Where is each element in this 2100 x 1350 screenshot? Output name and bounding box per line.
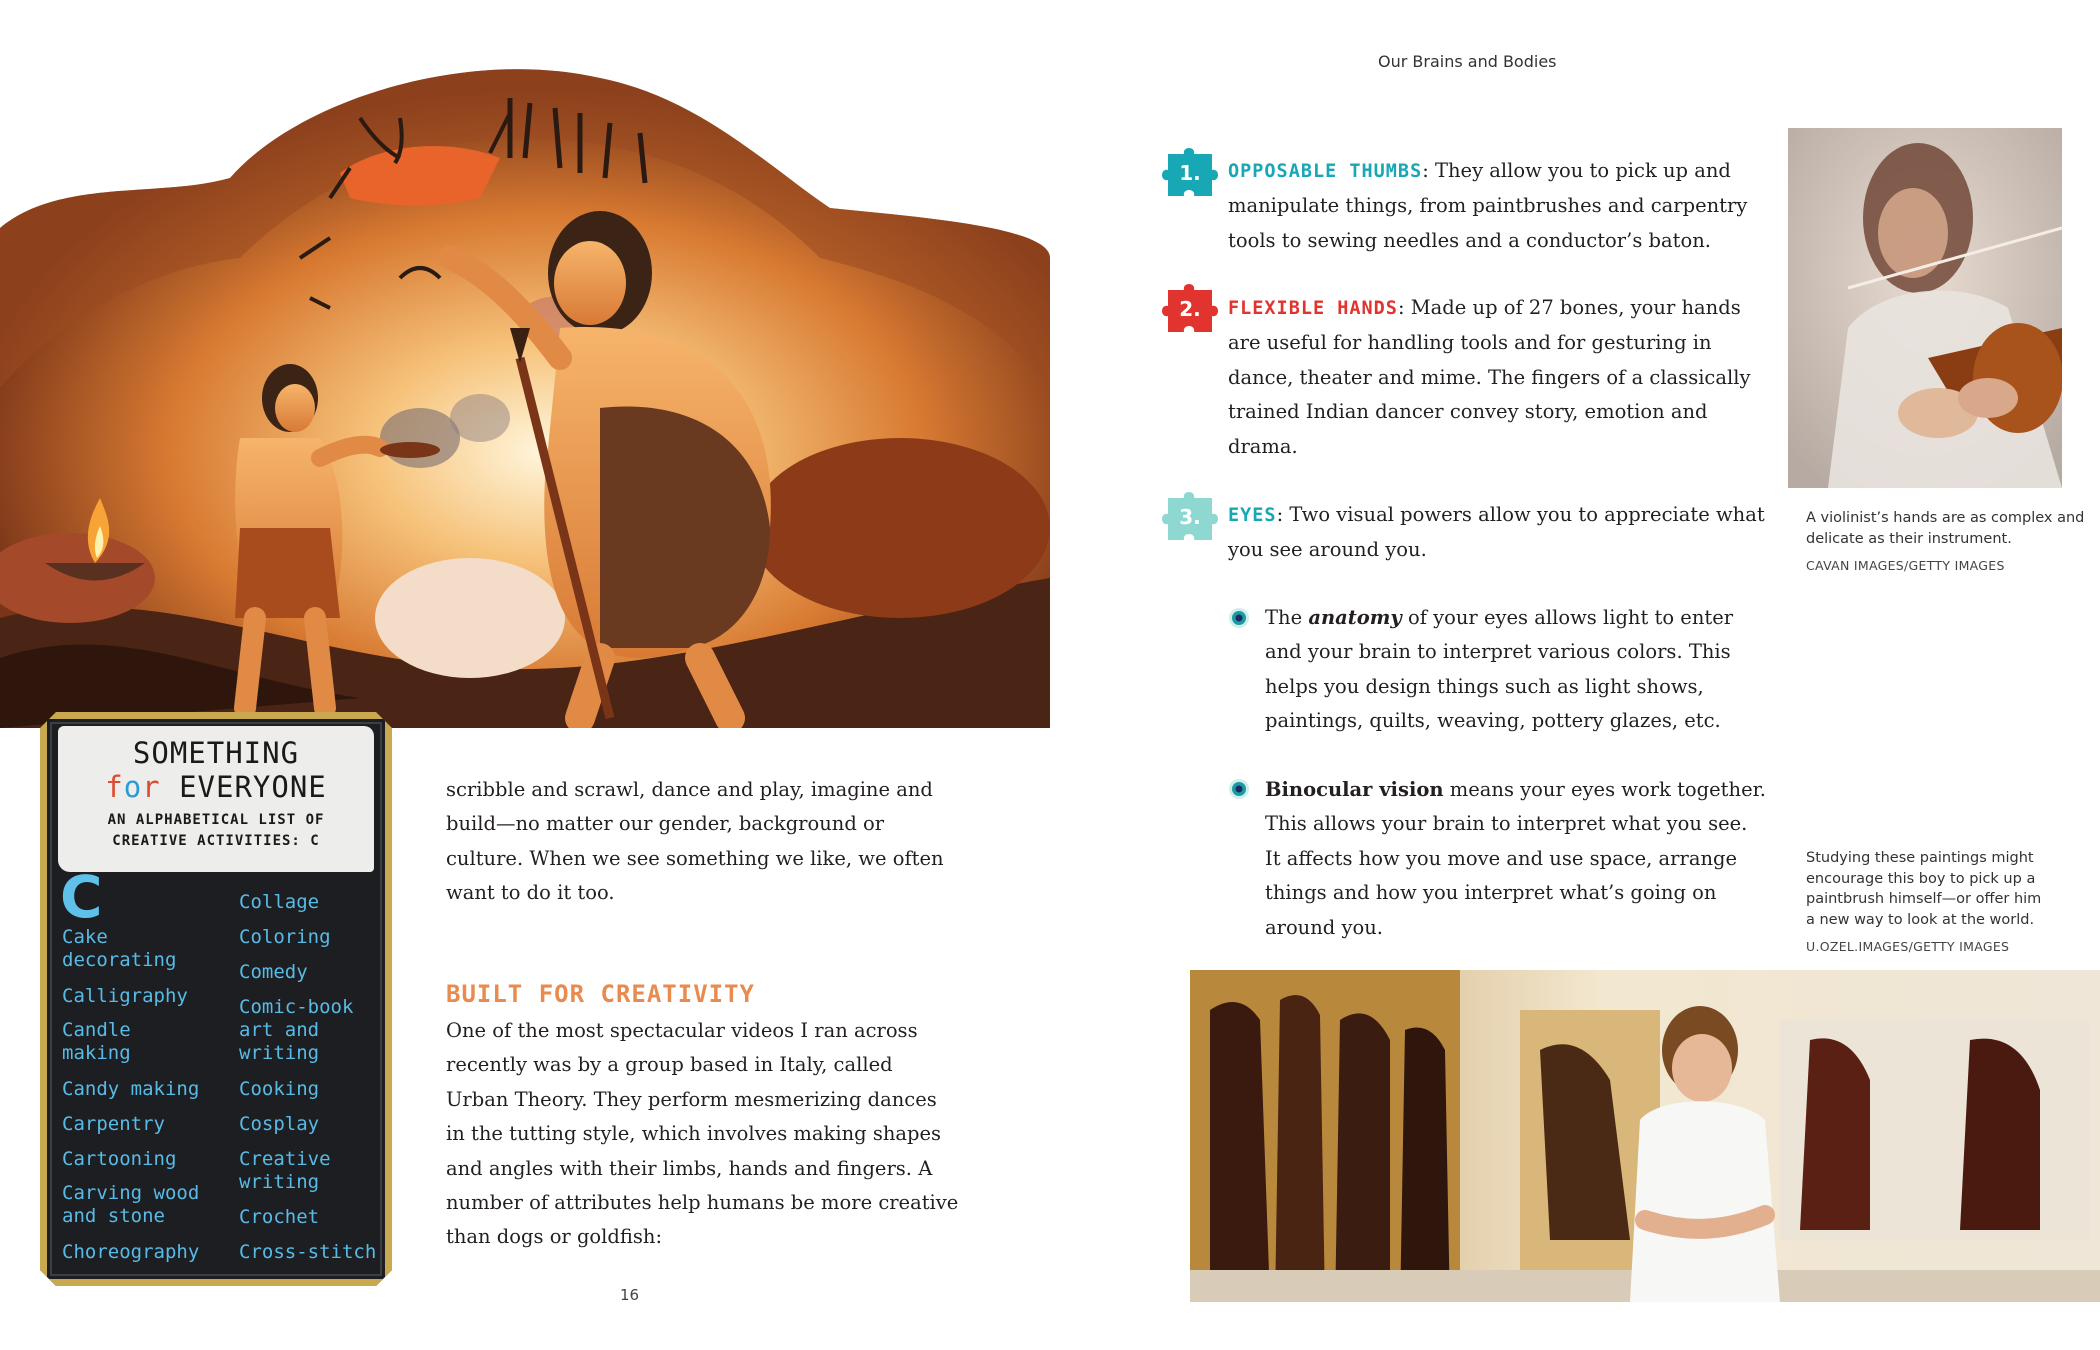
sidebar-title-card	[58, 726, 374, 872]
activity-item: Cooking	[239, 1078, 320, 1100]
text-line: It affects how you move and use space, arrange	[1265, 846, 1738, 870]
text-line: around you.	[1265, 915, 1383, 939]
activity-item: Comic-book	[239, 996, 354, 1018]
list-item-opposable-thumbs	[1228, 154, 1747, 258]
caption-line: A violinist’s hands are as complex and	[1806, 510, 2085, 526]
text-line: things and how you interpret what’s going on	[1265, 881, 1717, 905]
text-line: than dogs or goldfish:	[446, 1225, 663, 1249]
activity-item: Collage	[239, 891, 320, 913]
activity-item: Creative	[239, 1148, 331, 1170]
activity-item: Cross-stitch	[239, 1241, 377, 1263]
text-line: you see around you.	[1228, 538, 1427, 562]
gallery-photo	[1190, 970, 2100, 1302]
activity-item: and stone	[62, 1205, 165, 1227]
activity-item: Crochet	[239, 1206, 320, 1228]
caption-line: delicate as their instrument.	[1806, 530, 2012, 547]
sidebar-title-everyone: EVERYONE	[160, 770, 327, 804]
activity-item: Cosplay	[239, 1113, 320, 1135]
text-line: scribble and scrawl, dance and play, imagine and	[446, 778, 933, 801]
text-line: dance, theater and mime. The fingers of a classically	[1228, 365, 1751, 389]
violin-credit: CAVAN IMAGES/GETTY IMAGES	[1806, 558, 2005, 573]
body-paragraph	[446, 1014, 958, 1255]
text-line: paintings, quilts, weaving, pottery glazes, etc.	[1265, 709, 1721, 733]
sidebar-letter: C	[60, 863, 103, 931]
text-line: One of the most spectacular videos I ran across	[446, 1019, 918, 1042]
emphasis-anatomy: anatomy	[1308, 606, 1402, 629]
violinist-photo	[1788, 128, 2062, 488]
text-line: : They allow you to pick up and	[1422, 159, 1731, 182]
puzzle-number: 2.	[1179, 297, 1201, 321]
puzzle-piece-icon	[1160, 140, 1222, 202]
bullet-binocular-vision	[1265, 773, 1766, 945]
text-line: means your eyes work together.	[1443, 778, 1766, 801]
text-line: Urban Theory. They perform mesmerizing dances	[446, 1087, 937, 1111]
activity-item: art and	[239, 1019, 320, 1041]
text-line: are useful for handling tools and for gesturing in	[1228, 331, 1712, 355]
text-line: in the tutting style, which involves making shapes	[446, 1122, 942, 1146]
text-line: manipulate things, from paintbrushes and carpentry	[1228, 194, 1748, 218]
running-head: Our Brains and Bodies	[1378, 52, 1557, 71]
activity-item: Comedy	[239, 961, 308, 983]
activity-item: Candle	[62, 1019, 131, 1041]
text-line: recently was by a group based in Italy, called	[446, 1053, 893, 1077]
gallery-credit: U.OZEL.IMAGES/GETTY IMAGES	[1806, 939, 2010, 954]
caption-line: paintbrush himself—or offer him	[1806, 891, 2042, 907]
activity-item: writing	[239, 1171, 320, 1193]
puzzle-number: 1.	[1179, 161, 1201, 185]
text-line: build—no matter our gender, background or	[446, 812, 885, 836]
text-line: tools to sewing needles and a conductor’s baton.	[1228, 228, 1711, 252]
activity-item: writing	[239, 1042, 320, 1064]
cave-painting-illustration	[0, 58, 1050, 728]
activity-item: Cake	[62, 926, 108, 948]
sidebar-title-for-o: o	[123, 770, 143, 804]
item-label: FLEXIBLE HANDS	[1228, 298, 1398, 319]
activity-item: Carving wood	[62, 1182, 200, 1204]
puzzle-piece-icon	[1160, 484, 1222, 546]
sidebar-subtitle-line2: CREATIVE ACTIVITIES: C	[112, 833, 320, 849]
caption-line: a new way to look at the world.	[1806, 911, 2035, 928]
eye-bullet-icon	[1228, 607, 1250, 629]
violin-caption	[1806, 508, 2084, 549]
text-line: trained Indian dancer convey story, emotion and	[1228, 400, 1708, 424]
activity-item: Calligraphy	[62, 985, 188, 1007]
activity-item: Choreography	[62, 1241, 200, 1263]
bullet-anatomy	[1265, 601, 1733, 739]
item-label: EYES	[1228, 505, 1277, 526]
text-line: want to do it too.	[446, 881, 615, 905]
sidebar-title-line1: SOMETHING	[132, 736, 300, 770]
list-item-flexible-hands	[1228, 291, 1750, 464]
intro-paragraph	[446, 773, 944, 911]
item-label: OPPOSABLE THUMBS	[1228, 161, 1423, 182]
gallery-caption	[1806, 848, 2041, 930]
text-line: helps you design things such as light shows,	[1265, 674, 1704, 698]
activity-item: Carpentry	[62, 1113, 165, 1135]
emphasis-binocular: Binocular vision	[1265, 778, 1444, 801]
activity-item: Cartooning	[62, 1148, 177, 1170]
text-line: The	[1265, 606, 1309, 629]
text-line: : Made up of 27 bones, your hands	[1397, 296, 1741, 319]
sidebar-title-for-r: r	[142, 770, 161, 804]
sidebar-title-line2	[58, 770, 374, 804]
activity-item: decorating	[62, 949, 177, 971]
text-line: drama.	[1228, 434, 1298, 458]
activity-item: Coloring	[239, 926, 331, 948]
sidebar-subtitle-line1: AN ALPHABETICAL LIST OF	[107, 812, 325, 828]
caption-line: encourage this boy to pick up a	[1806, 870, 2036, 887]
puzzle-piece-icon	[1160, 276, 1222, 338]
text-line: This allows your brain to interpret what you see.	[1265, 812, 1748, 836]
text-line: and angles with their limbs, hands and fingers. A	[446, 1156, 933, 1180]
text-line: culture. When we see something we like, we often	[446, 846, 944, 870]
text-line: : Two visual powers allow you to appreciate what	[1276, 503, 1765, 526]
eye-bullet-icon	[1228, 778, 1250, 800]
activity-item: Candy making	[62, 1078, 200, 1100]
list-item-eyes	[1228, 498, 1765, 568]
section-heading: BUILT FOR CREATIVITY	[446, 980, 755, 1008]
page-number: 16	[620, 1286, 640, 1304]
puzzle-number: 3.	[1179, 505, 1201, 529]
activity-item: making	[62, 1042, 131, 1064]
sidebar-title-for-f: f	[105, 770, 124, 804]
text-line: number of attributes help humans be more creative	[446, 1191, 959, 1215]
text-line: and your brain to interpret various colors. This	[1265, 640, 1731, 664]
text-line: of your eyes allows light to enter	[1401, 606, 1734, 629]
caption-line: Studying these paintings might	[1806, 850, 2034, 866]
